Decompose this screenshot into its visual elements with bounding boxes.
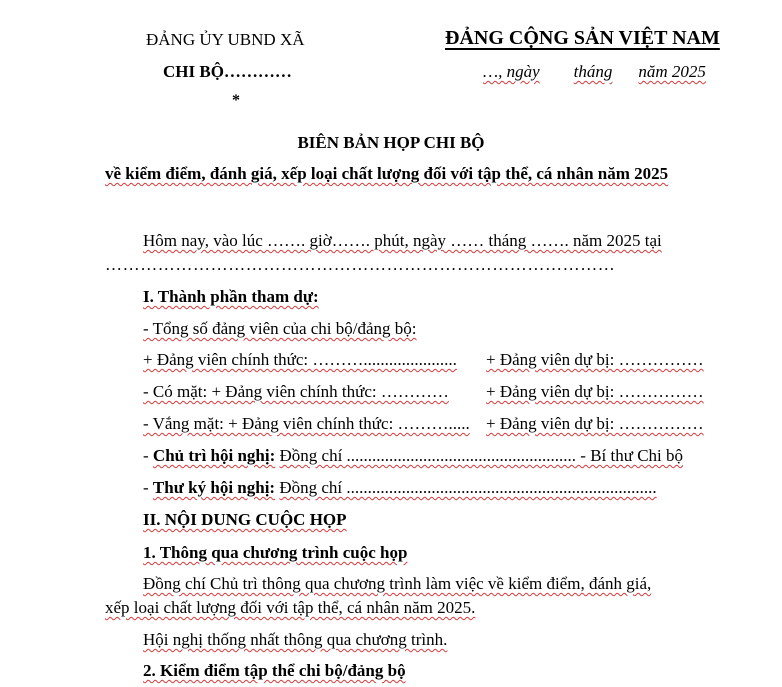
chair-label: Chủ trì hội nghị: [152,446,276,465]
party-name-title [445,27,720,50]
secretary-line: - Thư ký hội nghị: Đồng chí ......................................................................... [143,478,657,497]
section1-heading: I. Thành phần tham dự: [143,287,319,306]
section2-heading: II. NỘI DUNG CUỘC HỌP [143,510,347,529]
document-title: BIÊN BẢN HỌP CHI BỘ [297,133,485,152]
cell-name: CHI BỘ………… [163,62,292,81]
present-reserve: + Đảng viên dự bị: …………… [486,382,704,401]
members-reserve: + Đảng viên dự bị: …………… [486,350,704,369]
date-line [483,62,706,82]
date-month: tháng [573,62,613,81]
secretary-text: Đồng chí ......................................................................... [279,478,657,497]
present-official: - Có mặt: + Đảng viên chính thức: ………… [143,382,449,401]
header-star: * [232,92,240,109]
party-committee-name: ĐẢNG ỦY UBND XÃ [146,30,305,49]
chair-text: Đồng chí ...................................................... - Bí thư Chi bộ [279,446,684,465]
members-official: + Đảng viên chính thức: ………...................... [143,350,457,369]
absent-official: - Vắng mặt: + Đảng viên chính thức: ………..... [143,414,470,433]
sub1-paragraph-2: Hội nghị thống nhất thông qua chương trình. [143,630,448,649]
party-name-text: ĐẢNG CỘNG SẢN VIỆT NAM [445,27,720,49]
document-subtitle: về kiểm điểm, đánh giá, xếp loại chất lượng đối với tập thể, cá nhân năm 2025 [105,164,669,183]
sub2-heading: 2. Kiểm điểm tập thể chi bộ/đảng bộ [143,661,406,680]
sub1-paragraph-line-2: xếp loại chất lượng đối với tập thể, cá nhân năm 2025. [105,598,476,617]
date-prefix: …, ngày [483,62,540,81]
total-members: - Tổng số đảng viên của chi bộ/đảng bộ: [143,319,417,338]
absent-reserve: + Đảng viên dự bị: …………… [486,414,704,433]
secretary-label: Thư ký hội nghị: [152,478,276,497]
date-year: năm 2025 [638,62,706,81]
sub1-heading: 1. Thông qua chương trình cuộc họp [143,543,408,562]
intro-line-1: Hôm nay, vào lúc ……. giờ……. phút, ngày …… tháng ……. năm 2025 tại [143,231,662,250]
sub1-paragraph-line-1: Đồng chí Chủ trì thông qua chương trình làm việc về kiểm điểm, đánh giá, [143,574,652,593]
chair-line: - Chủ trì hội nghị: Đồng chí ...................................................... - Bí thư Chi bộ [143,446,684,465]
intro-line-2: …………………………………………………………………………… [105,255,616,274]
